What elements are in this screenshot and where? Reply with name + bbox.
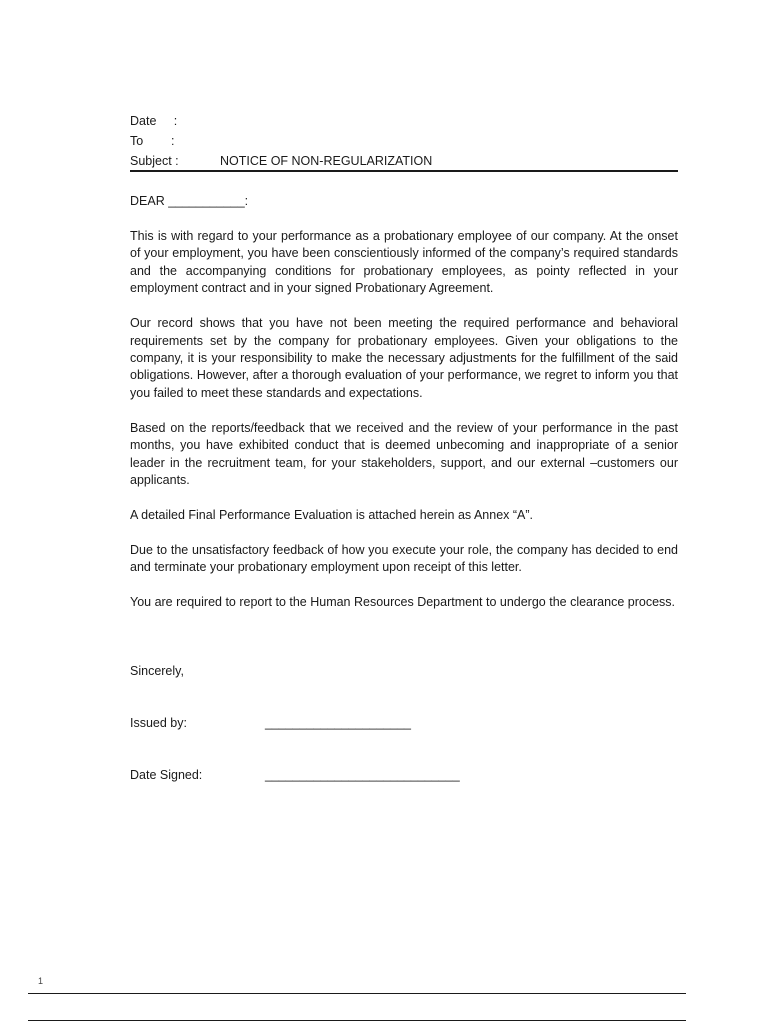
- subject-row: [130, 151, 678, 171]
- issued-by-label: Issued by:: [130, 716, 187, 730]
- date-signed-label: Date Signed:: [130, 768, 203, 782]
- page-number: 1: [38, 976, 44, 986]
- to-row: [130, 131, 678, 151]
- footer-divider-bottom: [28, 1020, 686, 1021]
- paragraph: This is with regard to your performance as a probationary employee of our company. At the onset of your employment, you have been conscientiously informed of the company’s required standards and the accompanying conditions for probationary employees, as pointy reflected in your employment contract and in your signed Probationary Agreement.: [130, 229, 678, 296]
- footer-divider-top: [28, 993, 686, 994]
- paragraph: A detailed Final Performance Evaluation is attached herein as Annex “A”.: [130, 508, 534, 523]
- date-signed-line: ____________________________: [265, 768, 460, 782]
- subject-label: Subject :: [130, 154, 179, 168]
- date-signed-row: [130, 766, 460, 784]
- issued-by-row: [130, 714, 411, 732]
- date-label: Date :: [130, 114, 178, 128]
- letter-header: [130, 111, 678, 171]
- issued-by-line: _____________________: [265, 716, 411, 730]
- letter-body: [130, 228, 678, 629]
- paragraph: You are required to report to the Human Resources Department to undergo the clearance process.: [130, 595, 675, 610]
- paragraph: Our record shows that you have not been meeting the required performance and behavioral requirements set by the company for probationary employees. Given your obligations to the company, it is your responsibility to make the necessary adjustments for the fulfillment of the said obligations. However, after a thorough evaluation of your performance, we regret to inform you that you failed to meet these standards and expectations.: [130, 316, 678, 400]
- closing: Sincerely,: [130, 664, 184, 678]
- header-divider: [130, 170, 678, 172]
- paragraph: Based on the reports/feedback that we received and the review of your performance in the past months, you have exhibited conduct that is deemed unbecoming and inappropriate of a senior leader in the recruitment team, for your stakeholders, support, and our external –customers our applicants.: [130, 420, 678, 488]
- salutation: DEAR ___________:: [130, 194, 249, 208]
- paragraph: Due to the unsatisfactory feedback of how you execute your role, the company has decided to end and terminate your probationary employment upon receipt of this letter.: [130, 543, 678, 575]
- subject-value: NOTICE OF NON-REGULARIZATION: [220, 154, 433, 168]
- to-label: To :: [130, 134, 175, 148]
- date-row: [130, 111, 678, 131]
